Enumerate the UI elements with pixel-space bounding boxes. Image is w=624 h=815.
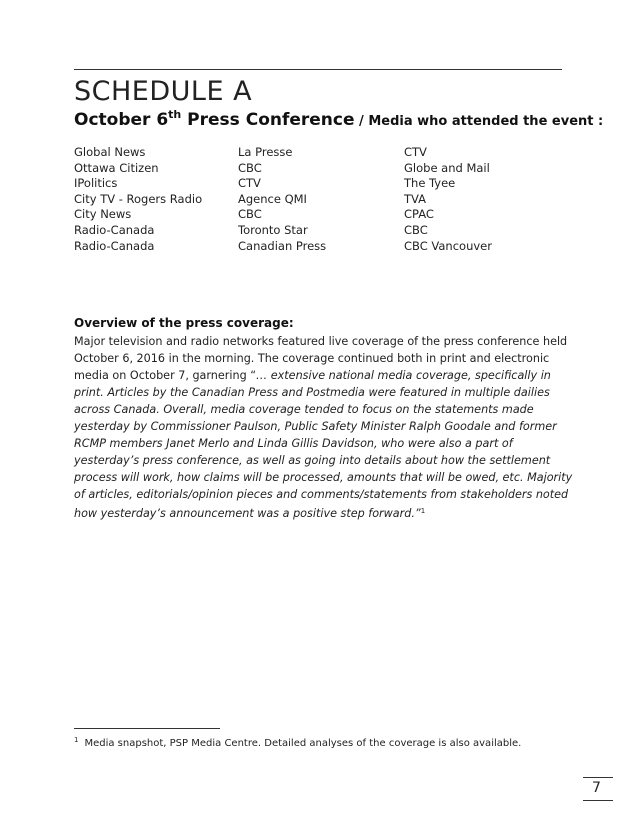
header-rule	[74, 69, 562, 70]
media-outlet: IPolitics	[74, 176, 118, 191]
media-outlet: CBC	[238, 207, 262, 222]
page-number-rule-top	[583, 777, 613, 778]
footnote-marker: 1	[74, 736, 79, 744]
media-outlet: Canadian Press	[238, 238, 327, 253]
media-outlet: Radio-Canada	[74, 222, 155, 237]
media-outlet: Ottawa Citizen	[74, 160, 159, 175]
schedule-title: SCHEDULE A	[74, 76, 253, 107]
media-outlet: CTV	[238, 176, 261, 191]
overview-heading: Overview of the press coverage:	[74, 316, 294, 330]
subtitle-suffix: / Media who attended the event :	[354, 114, 604, 129]
media-outlet: CBC	[404, 222, 428, 237]
media-outlet: TVA	[404, 191, 427, 206]
page-number: 7	[592, 780, 601, 796]
media-outlet: CBC Vancouver	[404, 238, 492, 253]
media-outlet: Agence QMI	[238, 191, 307, 206]
subtitle-date: October 6	[74, 110, 169, 130]
overview-closing-quote: ”	[414, 507, 421, 520]
page-number-rule-bottom	[583, 800, 613, 801]
media-outlet: Radio-Canada	[74, 238, 155, 253]
media-outlet: CBC	[238, 160, 262, 175]
overview-intro: Major television and radio networks featured live coverage of the press conference held October 6, 2016 in the morning. The coverage continued both in print and electronic media on October 7, garnering “	[74, 335, 568, 382]
media-outlet: Globe and Mail	[404, 160, 490, 175]
media-outlet: City News	[74, 207, 132, 222]
media-outlet: The Tyee	[404, 176, 456, 191]
media-column-3	[404, 145, 492, 254]
media-column-1	[74, 145, 202, 254]
subtitle-ordinal: th	[168, 108, 182, 121]
footnote	[74, 736, 574, 749]
overview-quote: … extensive national media coverage, specifically in print. Articles by the Canadian Press and Postmedia were featured in multiple dailies across Canada. Overall, media coverage tended to focus on the statements made yesterday by Commissioner Paulson, Public Safety Minister Ralph Goodale and former RCMP members Janet Merlo and Linda Gillis Davidson, who were also a part of yesterday’s press conference, as well as going into details about how the settlement process will work, how claims will be processed, amounts that will be owed, etc. Majority of articles, editorials/opinion pieces and comments/statements from stakeholders noted how yesterday’s announcement was a positive step forward.	[74, 369, 573, 520]
subtitle-event: Press Conference	[181, 110, 355, 130]
footnote-text: Media snapshot, PSP Media Centre. Detailed analyses of the coverage is also available.	[84, 738, 522, 749]
footnote-rule	[74, 728, 220, 729]
event-subtitle	[74, 108, 603, 130]
media-outlet: CTV	[404, 145, 427, 159]
overview-paragraph	[74, 333, 574, 522]
media-column-2	[238, 145, 326, 254]
media-outlet: La Presse	[238, 145, 293, 159]
media-outlet: Toronto Star	[238, 222, 308, 237]
media-outlet: City TV - Rogers Radio	[74, 191, 203, 206]
media-outlet: Global News	[74, 145, 146, 159]
media-outlet: CPAC	[404, 207, 434, 222]
footnote-reference: 1	[420, 507, 426, 515]
